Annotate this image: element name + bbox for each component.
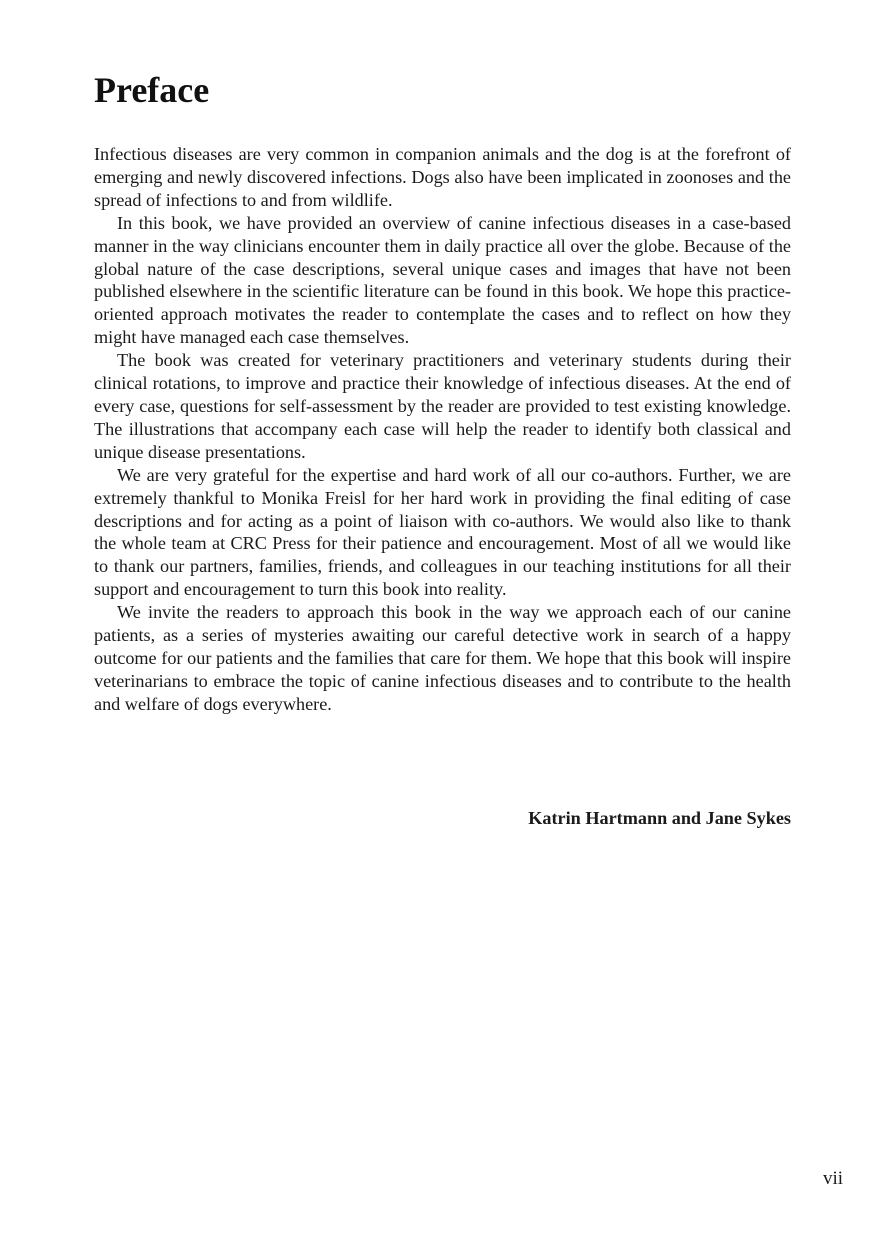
- preface-body: [94, 143, 791, 716]
- page-number: vii: [822, 1168, 843, 1189]
- paragraph-5: We invite the readers to approach this book in the way we approach each of our canine patients, as a series of mysteries awaiting our careful detective work in search of a happy outcome for our patients and the families that care for them. We hope that this book will inspire veterinarians to embrace the topic of canine infectious diseases and to contribute to the health and welfare of dogs everywhere.: [94, 602, 791, 714]
- author-signature: Katrin Hartmann and Jane Sykes: [528, 808, 791, 828]
- paragraph-3: The book was created for veterinary practitioners and veterinary students during their clinical rotations, to improve and practice their knowledge of infectious diseases. At the end of every case, questions for self-assessment by the reader are provided to test existing knowledge. The illustrations that accompany each case will help the reader to identify both classical and unique disease presentations.: [94, 350, 791, 462]
- page-title: Preface: [94, 70, 210, 110]
- paragraph-2: In this book, we have provided an overview of canine infectious diseases in a case-based manner in the way clinicians encounter them in daily practice all over the globe. Because of the global nature of the case descriptions, several unique cases and images that have not been published elsewhere in the scientific literature can be found in this book. We hope this practice-oriented approach motivates the reader to contemplate the cases and to reflect on how they might have managed each case themselves.: [94, 212, 791, 348]
- paragraph-4: We are very grateful for the expertise and hard work of all our co-authors. Further, we are extremely thankful to Monika Freisl for her hard work in providing the final editing of case descriptions and for acting as a point of liaison with co-authors. We would also like to thank the whole team at CRC Press for their patience and encouragement. Most of all we would like to thank our partners, families, friends, and colleagues in our teaching institutions for all their support and encouragement to turn this book into reality.: [94, 464, 791, 600]
- paragraph-1: Infectious diseases are very common in companion animals and the dog is at the forefront of emerging and newly discovered infections. Dogs also have been implicated in zoonoses and the spread of infections to and from wildlife.: [94, 144, 791, 210]
